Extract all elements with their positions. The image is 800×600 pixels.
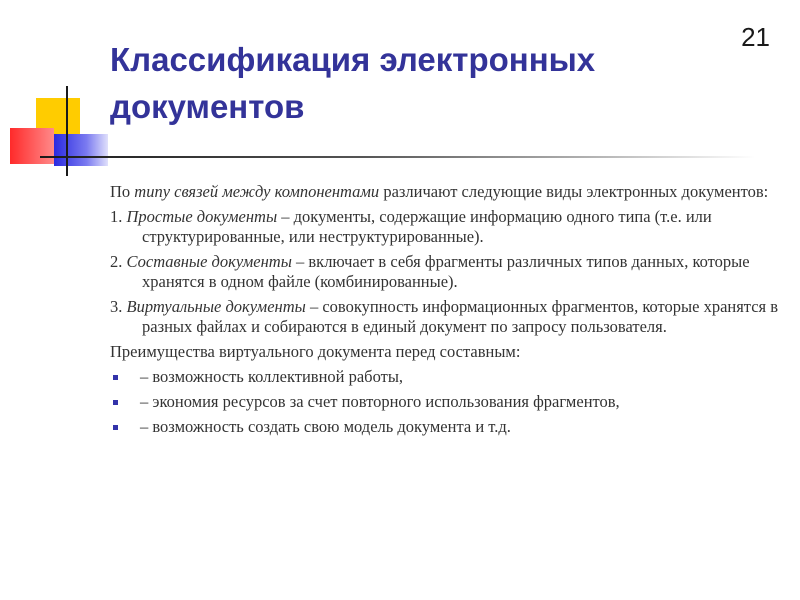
list-item <box>110 392 780 412</box>
intro-term: типу связей между компонентами <box>134 182 380 201</box>
title-underline <box>40 156 755 158</box>
advantages-heading: Преимущества виртуального документа перед составным: <box>110 342 521 361</box>
list-item <box>110 417 780 437</box>
vertical-divider <box>66 86 68 176</box>
blue-square <box>54 134 108 166</box>
intro-paragraph <box>110 182 780 202</box>
intro-suffix: различают следующие виды электронных документов: <box>379 182 769 201</box>
type-item <box>110 207 780 247</box>
type-number: 2. <box>110 252 127 271</box>
advantage-text: – экономия ресурсов за счет повторного использования фрагментов, <box>140 392 620 411</box>
slide-number: 21 <box>741 22 770 52</box>
advantage-text: – возможность коллективной работы, <box>140 367 404 386</box>
type-term: Простые документы <box>126 207 278 226</box>
slide-body <box>110 182 780 442</box>
type-item <box>110 297 780 337</box>
intro-prefix: По <box>110 182 135 201</box>
square-bullet-icon <box>113 425 118 430</box>
advantages-list <box>110 367 780 437</box>
type-number: 1. <box>110 207 127 226</box>
page-title: Классификация электронных документов <box>110 41 596 125</box>
type-term: Виртуальные документы <box>126 297 306 316</box>
decorative-squares <box>0 0 120 190</box>
type-description: – совокупность информационных фрагментов, которые хранятся в разных файлах и собираются в единый документ по запросу пользователя. <box>142 297 779 336</box>
type-number: 3. <box>110 297 127 316</box>
type-description: – документы, содержащие информацию одного типа (т.е. или структурированные, или неструктурированные). <box>142 207 712 246</box>
list-item <box>110 367 780 387</box>
type-description: – включает в себя фрагменты различных типов данных, которые хранятся в одном файле (комбинированные). <box>142 252 750 291</box>
type-term: Составные документы <box>126 252 292 271</box>
square-bullet-icon <box>113 400 118 405</box>
advantage-text: – возможность создать свою модель документа и т.д. <box>140 417 511 436</box>
square-bullet-icon <box>113 375 118 380</box>
type-item <box>110 252 780 292</box>
red-square <box>10 128 54 164</box>
